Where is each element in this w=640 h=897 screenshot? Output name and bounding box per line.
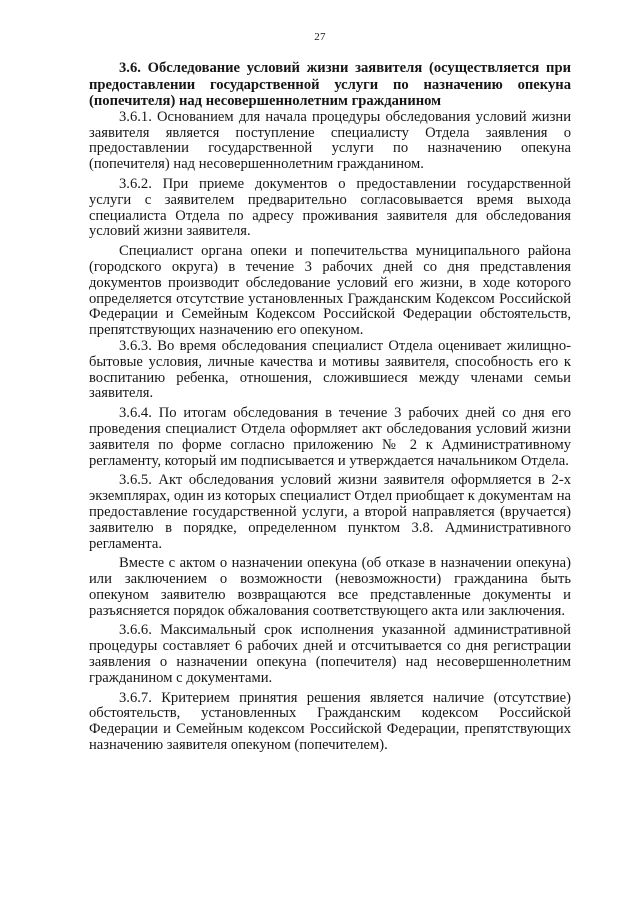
paragraph-3-6-7: 3.6.7. Критерием принятия решения является наличие (отсутствие) обстоятельств, установленных Гражданским кодексом Российской Федерации и Семейным кодексом Российской Федерации, препятствующих назначению заявителя опекуном (попечителем). <box>89 689 571 754</box>
paragraph-3-6-4: 3.6.4. По итогам обследования в течение 3 рабочих дней со дня его проведения специалист Отдела оформляет акт обследования условий жизни заявителя по форме согласно приложению № 2 к Административному регламенту, который им подписывается и утверждается начальником Отдела. <box>89 405 571 469</box>
paragraph-documents-return: Вместе с актом о назначении опекуна (об отказе в назначении опекуна) или заключением о возможности (невозможности) гражданина быть опекуном заявителю возвращаются все представленные документы и разъясняется порядок обжалования соответствующего акта или заключения. <box>89 555 571 619</box>
paragraph-3-6-3: 3.6.3. Во время обследования специалист Отдела оценивает жилищно-бытовые условия, личные качества и мотивы заявителя, способность его к воспитанию ребенка, отношения, сложившиеся между членами семьи заявителя. <box>89 337 571 402</box>
paragraph-3-6-5: 3.6.5. Акт обследования условий жизни заявителя оформляется в 2-х экземплярах, один из которых специалист Отдел приобщает к документам на предоставление государственной услуги, а второй направляется (вручается) заявителю в порядке, определенном пунктом 3.8. Административного регламента. <box>89 472 571 552</box>
page-number: 27 <box>314 31 326 43</box>
paragraph-3-6-1: 3.6.1. Основанием для начала процедуры обследования условий жизни заявителя является поступление специалисту Отдела заявления о предоставлении государственной услуги по назначению опекуна (попечителя) над несовершеннолетним гражданином. <box>89 108 571 173</box>
paragraph-3-6-2: 3.6.2. При приеме документов о предоставлении государственной услуги с заявителем предварительно согласовывается время выхода специалиста Отдела по адресу проживания заявителя для обследования условий жизни заявителя. <box>89 175 571 240</box>
section-heading: 3.6. Обследование условий жизни заявителя (осуществляется при предоставлении государственной услуги по назначению опекуна (попечителя) над несовершеннолетним гражданином <box>89 60 571 110</box>
paragraph-specialist-inspection: Специалист органа опеки и попечительства муниципального района (городского округа) в течение 3 рабочих дней со дня представления документов производит обследование условий его жизни, в ходе которого определяется отсутствие установленных Гражданским Кодексом Российской Федерации и Семейным Кодексом Российской Федерации обстоятельств, препятствующих назначению его опекуном. <box>89 243 571 339</box>
document-body <box>89 60 571 754</box>
paragraph-3-6-6: 3.6.6. Максимальный срок исполнения указанной административной процедуры составляет 6 рабочих дней и отсчитывается со дня регистрации заявления о назначении опекуна (попечителя) над несовершеннолетним гражданином с документами. <box>89 622 571 686</box>
